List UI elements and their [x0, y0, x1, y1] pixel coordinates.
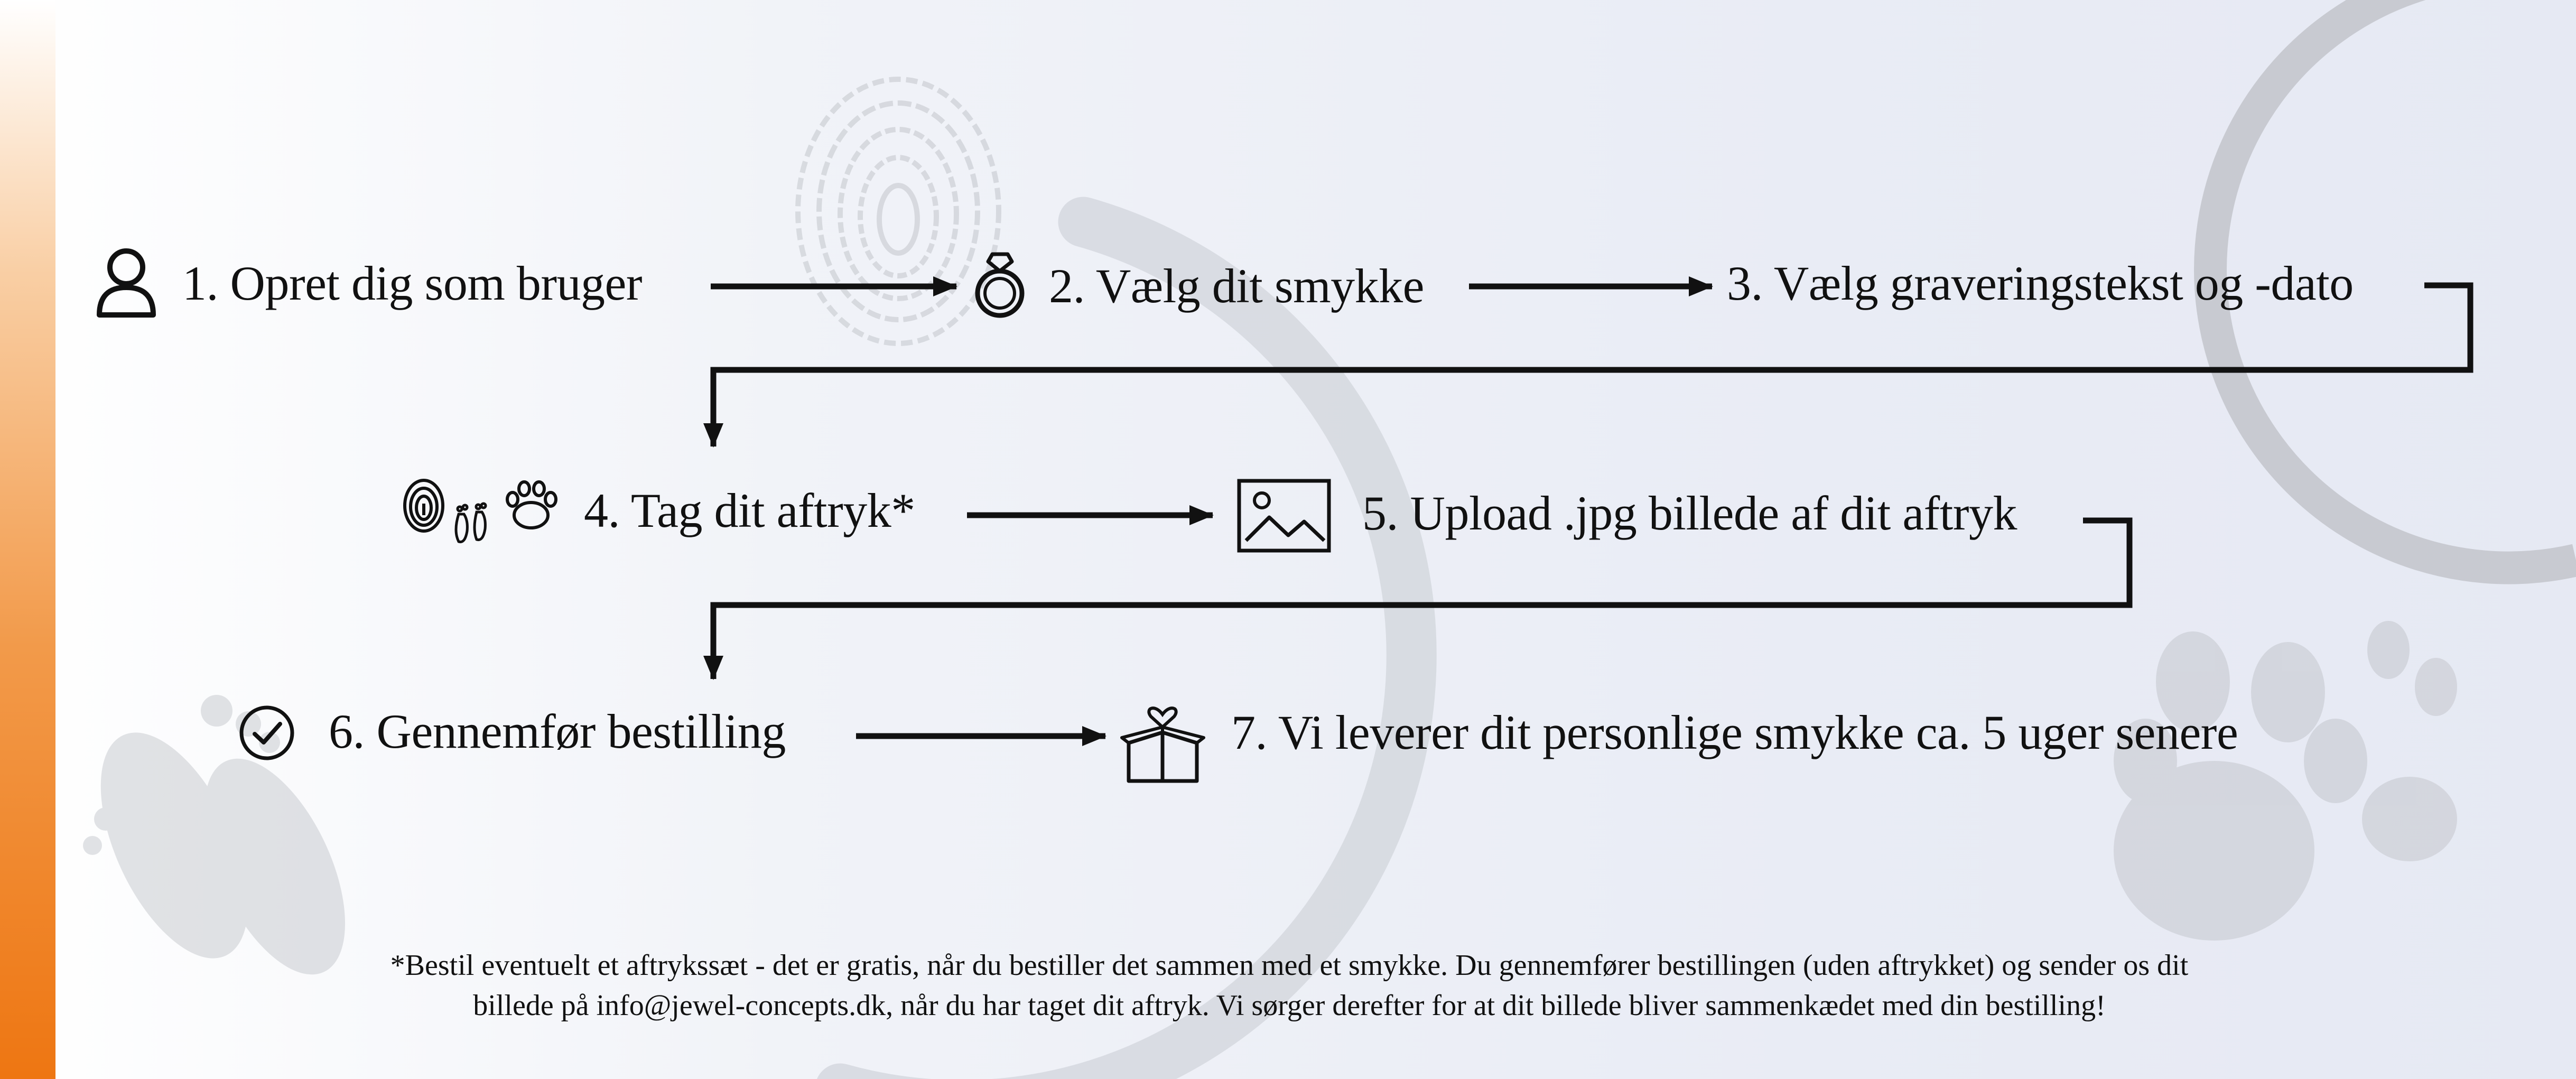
step-6-label: 6. Gennemfør bestilling [329, 704, 786, 758]
gift-box-icon [1119, 696, 1206, 786]
footprints-icon [456, 504, 486, 542]
step-3-label: 3. Vælg graveringstekst og -dato [1727, 256, 2354, 310]
arrow-5-to-6 [713, 520, 2129, 679]
step-7-label: 7. Vi leverer dit personlige smykke ca. 5 uger senere [1231, 705, 2238, 759]
image-icon [1236, 478, 1332, 553]
ring-icon [972, 251, 1028, 320]
step-1-label: 1. Opret dig som bruger [182, 256, 643, 310]
user-icon [95, 247, 157, 319]
fingerprint-icon [405, 480, 443, 531]
step-2-label: 2. Vælg dit smykke [1049, 259, 1425, 313]
step-5-label: 5. Upload .jpg billede af dit aftryk [1362, 486, 2017, 540]
footnote [296, 946, 2283, 1026]
fingerprint-footprint-paw-icons [402, 478, 557, 547]
check-circle-icon [238, 704, 296, 762]
paw-icon [507, 482, 556, 528]
footnote-line-1: *Bestil eventuelt et aftrykssæt - det er gratis, når du bestiller det sammen med et smykke. Du gennemfører bestillingen (uden aftrykket) og sender os dit [390, 949, 2189, 982]
step-4-label: 4. Tag dit aftryk* [584, 483, 915, 537]
footnote-line-2: billede på info@jewel-concepts.dk, når du har taget dit aftryk. Vi sørger derefter for at dit billede bliver sammenkædet med din bestilling! [473, 989, 2106, 1022]
